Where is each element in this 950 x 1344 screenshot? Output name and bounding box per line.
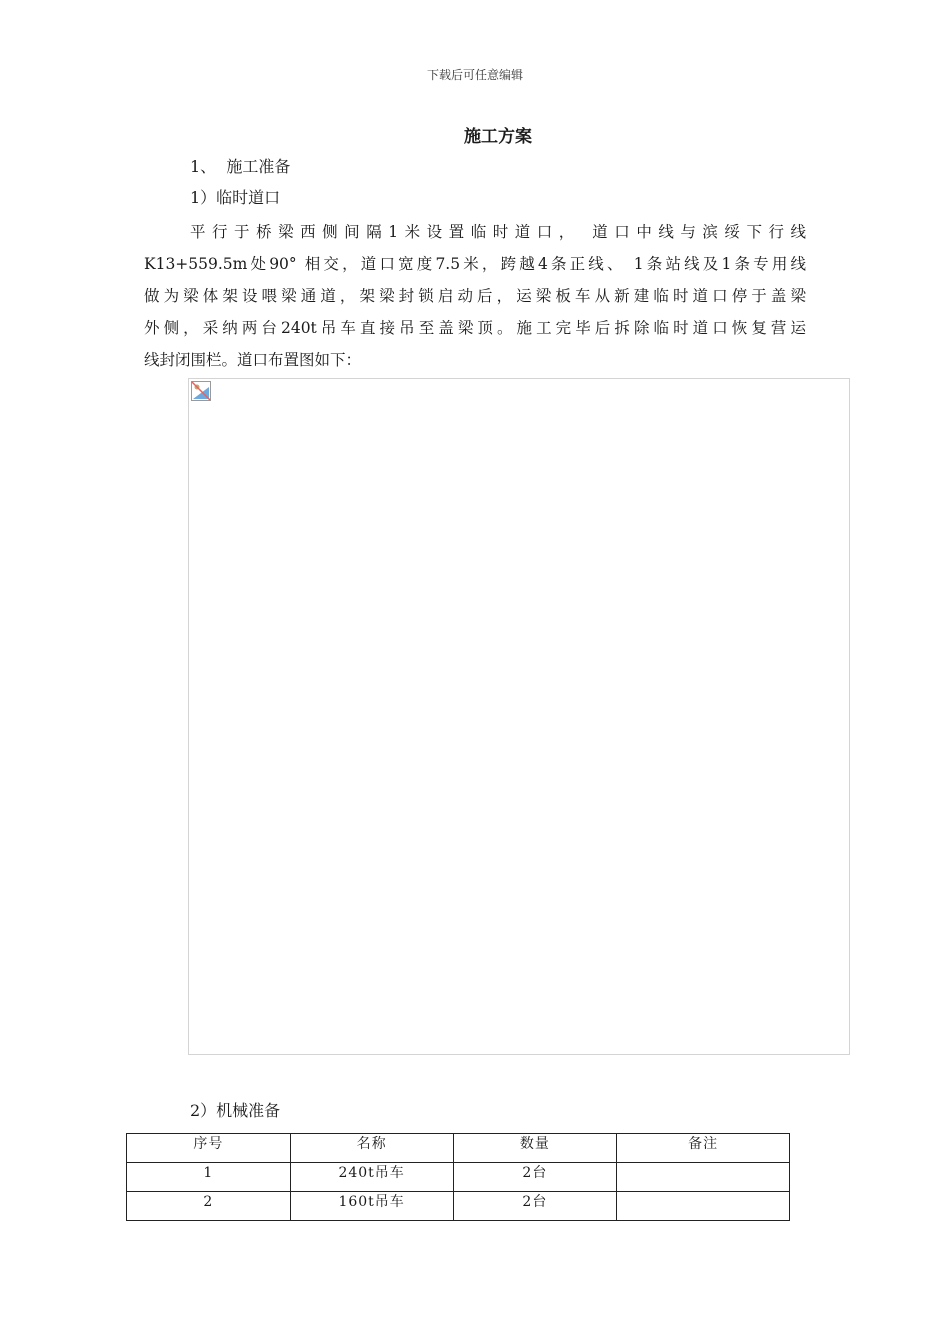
table-row	[127, 1163, 790, 1192]
table-cell	[617, 1192, 790, 1221]
page-header-note: 下载后可任意编辑	[426, 68, 523, 82]
paragraph-line: K13+559.5m处90° 相交，道口宽度7.5米，跨越4条正线、 1条站线及1条专用线	[144, 255, 806, 273]
paragraph-line: 平行于桥梁西侧间隔1米设置临时道口， 道口中线与滨绥下行线	[190, 223, 806, 241]
paragraph-line: 做为梁体架设喂梁通道，架梁封锁启动后，运梁板车从新建临时道口停于盖梁	[144, 287, 806, 305]
column-header-remark: 备注	[617, 1134, 790, 1163]
broken-image-icon	[191, 381, 211, 405]
table-row	[127, 1192, 790, 1221]
table-cell: 2台	[453, 1163, 617, 1192]
subheading-machinery-prep: 2）机械准备	[190, 1101, 281, 1120]
crossing-description-paragraph	[144, 216, 806, 376]
table-cell: 1	[127, 1163, 291, 1192]
table-cell: 2台	[453, 1192, 617, 1221]
paragraph-line: 线封闭围栏。道口布置图如下：	[144, 351, 362, 369]
machinery-table	[126, 1133, 790, 1221]
table-cell: 160t吊车	[290, 1192, 453, 1221]
crossing-layout-figure	[188, 378, 850, 1055]
document-title: 施工方案	[464, 127, 532, 147]
section-heading-construction-prep: 1、 施工准备	[190, 157, 291, 176]
column-header-name: 名称	[290, 1134, 453, 1163]
paragraph-line: 外侧，采纳两台240t吊车直接吊至盖梁顶。施工完毕后拆除临时道口恢复营运	[144, 319, 806, 337]
subheading-temporary-crossing: 1）临时道口	[190, 188, 281, 207]
column-header-seq: 序号	[127, 1134, 291, 1163]
table-header-row	[127, 1134, 790, 1163]
table-cell: 240t吊车	[290, 1163, 453, 1192]
table-cell	[617, 1163, 790, 1192]
column-header-qty: 数量	[453, 1134, 617, 1163]
table-cell: 2	[127, 1192, 291, 1221]
